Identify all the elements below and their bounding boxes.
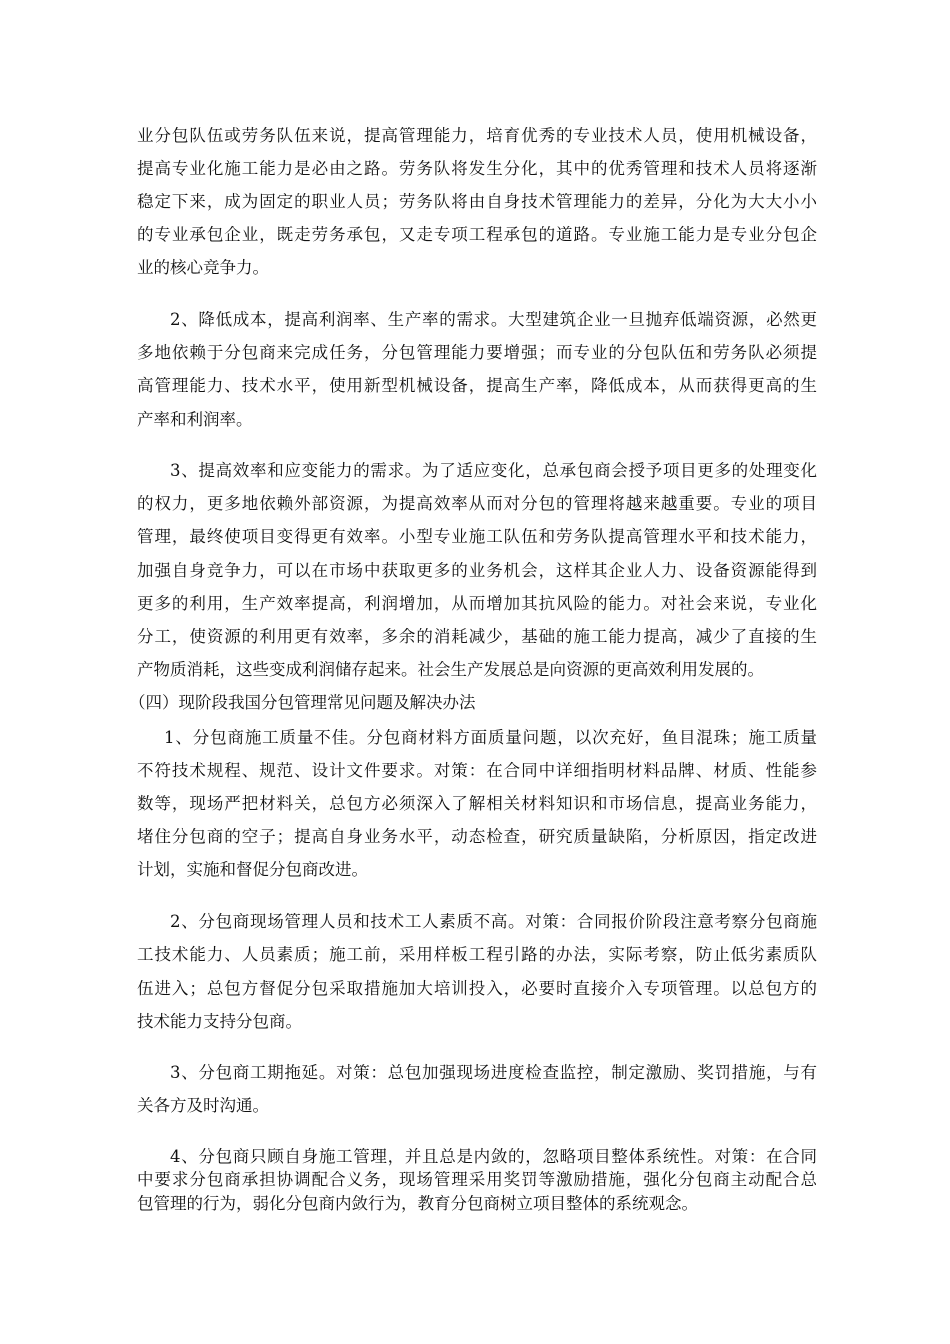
text-line: 不符技术规程、规范、设计文件要求。对策：在合同中详细指明材料品牌、材质、性能参	[137, 761, 817, 780]
text-line: 关各方及时沟通。	[137, 1096, 269, 1115]
text-line: 稳定下来，成为固定的职业人员；劳务队将由自身技术管理能力的差异，分化为大大小小	[137, 192, 817, 211]
text-line: 工技术能力、人员素质；施工前，采用样板工程引路的办法，实际考察，防止低劣素质队	[137, 945, 817, 964]
text-line: 业分包队伍或劳务队伍来说，提高管理能力，培育优秀的专业技术人员，使用机械设备，	[137, 126, 817, 145]
text-line: 1、分包商施工质量不佳。分包商材料方面质量问题，以次充好，鱼目混珠；施工质量	[164, 728, 817, 747]
text-line: 堵住分包商的空子；提高自身业务水平，动态检查，研究质量缺陷，分析原因，指定改进	[137, 827, 817, 846]
text-line: 加强自身竞争力，可以在市场中获取更多的业务机会，这样其企业人力、设备资源能得到	[137, 561, 817, 580]
text-line: 2、分包商现场管理人员和技术工人素质不高。对策：合同报价阶段注意考察分包商施	[170, 912, 817, 931]
text-line: 分工，使资源的利用更有效率，多余的消耗减少，基础的施工能力提高，减少了直接的生	[137, 627, 817, 646]
text-line: 高管理能力、技术水平，使用新型机械设备，提高生产率，降低成本，从而获得更高的生	[137, 376, 817, 395]
heading-text: （四）现阶段我国分包管理常见问题及解决办法	[129, 693, 476, 712]
text-line: 伍进入；总包方督促分包采取措施加大培训投入，必要时直接介入专项管理。以总包方的	[137, 979, 817, 998]
text-line: 中要求分包商承担协调配合义务，现场管理采用奖罚等激励措施，强化分包商主动配合总	[137, 1170, 817, 1189]
text-line: 包管理的行为，弱化分包商内敛行为，教育分包商树立项目整体的系统观念。	[137, 1194, 698, 1213]
text-line: 3、提高效率和应变能力的需求。为了适应变化，总承包商会授予项目更多的处理变化	[170, 461, 817, 480]
text-line: 产率和利润率。	[137, 410, 253, 429]
text-line: 计划，实施和督促分包商改进。	[137, 860, 368, 879]
text-line: 管理，最终使项目变得更有效率。小型专业施工队伍和劳务队提高管理水平和技术能力，	[137, 527, 817, 546]
text-line: 产物质消耗，这些变成利润储存起来。社会生产发展总是向资源的更高效利用发展的。	[137, 660, 764, 679]
text-line: 2、降低成本，提高利润率、生产率的需求。大型建筑企业一旦抛弃低端资源，必然更	[170, 310, 817, 329]
text-line: 提高专业化施工能力是必由之路。劳务队将发生分化，其中的优秀管理和技术人员将逐渐	[137, 159, 817, 178]
text-line: 4、分包商只顾自身施工管理，并且总是内敛的，忽略项目整体系统性。对策：在合同	[170, 1147, 817, 1166]
text-line: 业的核心竞争力。	[137, 258, 269, 277]
text-line: 的专业承包企业，既走劳务承包，又走专项工程承包的道路。专业施工能力是专业分包企	[137, 225, 817, 244]
text-line: 数等，现场严把材料关，总包方必须深入了解相关材料知识和市场信息，提高业务能力，	[137, 794, 817, 813]
text-line: 3、分包商工期拖延。对策：总包加强现场进度检查监控，制定激励、奖罚措施，与有	[170, 1063, 817, 1082]
text-line: 技术能力支持分包商。	[137, 1012, 302, 1031]
text-line: 更多的利用，生产效率提高，利润增加，从而增加其抗风险的能力。对社会来说，专业化	[137, 594, 817, 613]
text-line: 的权力，更多地依赖外部资源，为提高效率从而对分包的管理将越来越重要。专业的项目	[137, 494, 817, 513]
text-line: 多地依赖于分包商来完成任务，分包管理能力要增强；而专业的分包队伍和劳务队必须提	[137, 343, 817, 362]
